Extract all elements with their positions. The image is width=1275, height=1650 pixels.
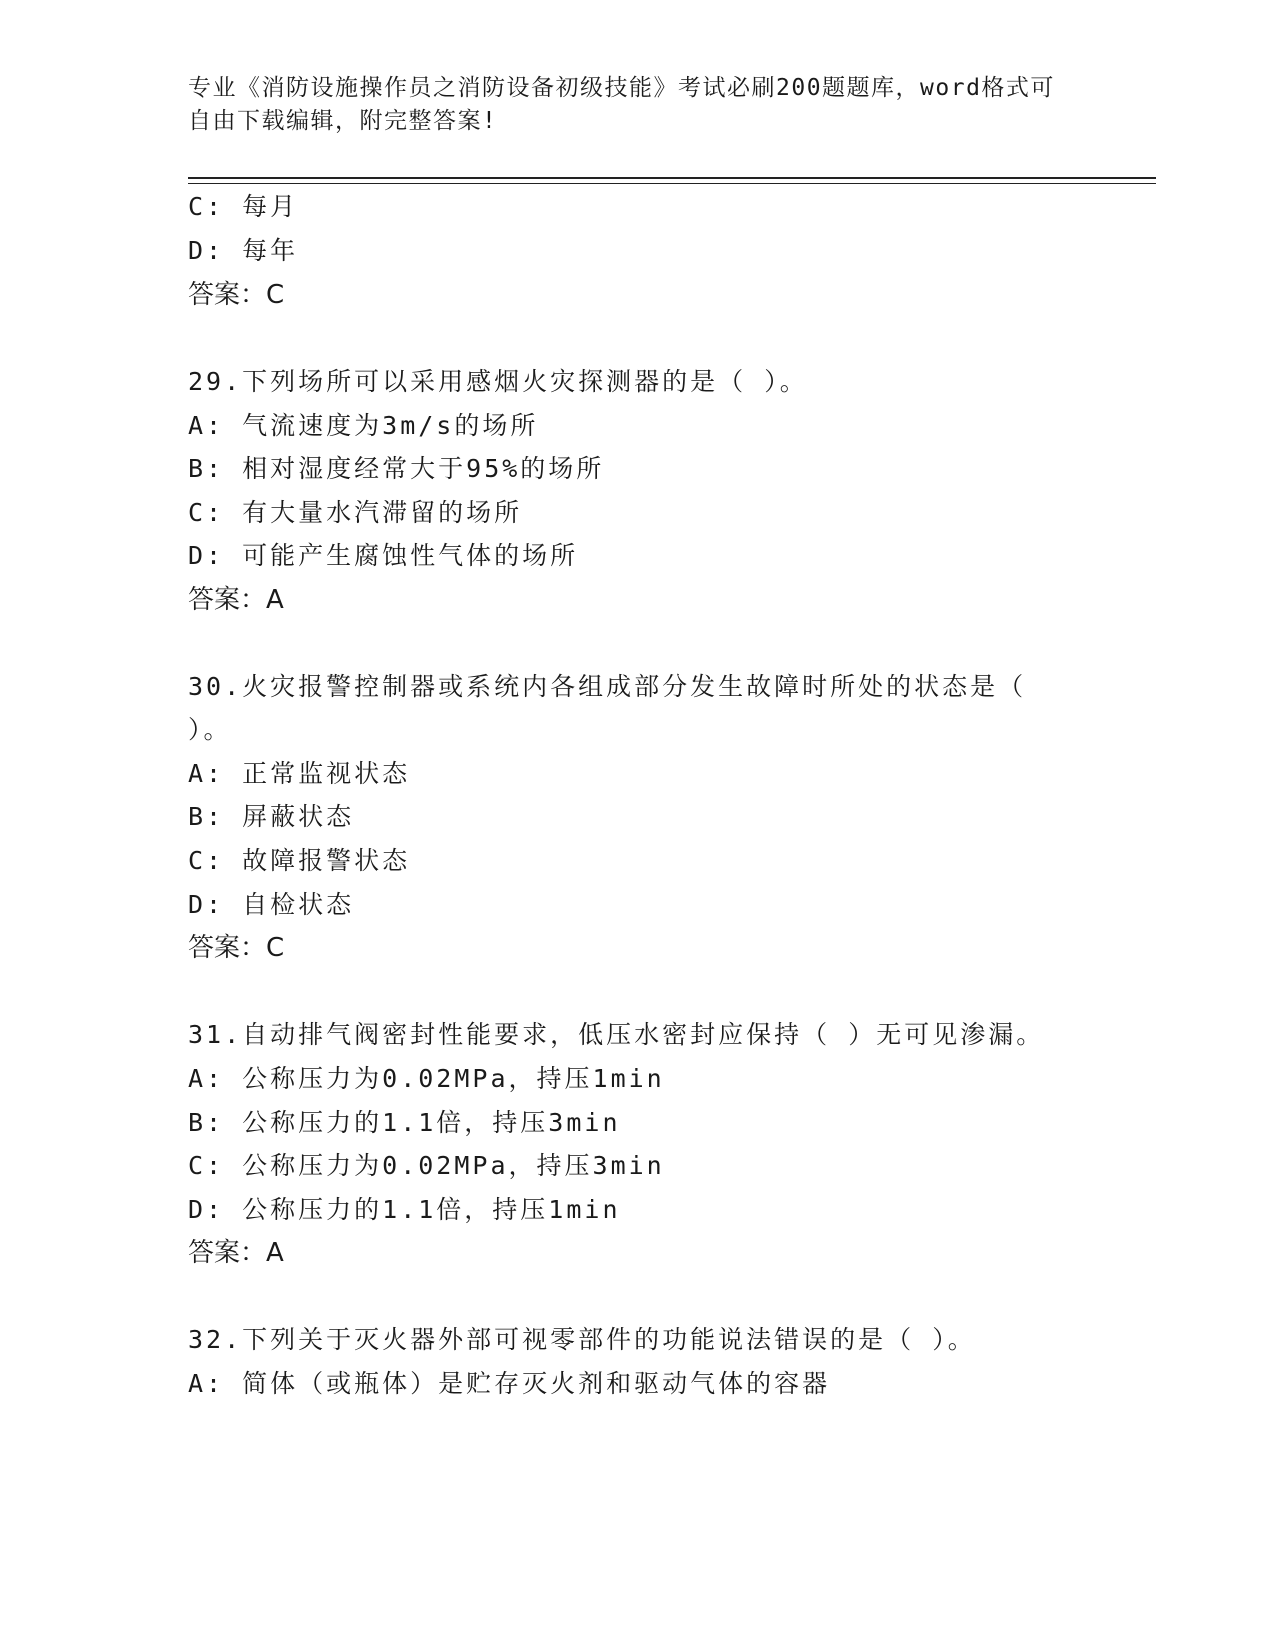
option-c: C: 每月 bbox=[188, 192, 299, 221]
answer-line: 答案：A bbox=[188, 585, 284, 615]
option-c: C: 有大量水汽滞留的场所 bbox=[188, 498, 523, 527]
header-divider-thin bbox=[188, 183, 1156, 184]
answer-line: 答案：A bbox=[188, 1238, 284, 1268]
option-a: A: 简体（或瓶体）是贮存灭火剂和驱动气体的容器 bbox=[188, 1369, 831, 1398]
answer-line: 答案：C bbox=[188, 933, 285, 963]
answer-line: 答案：C bbox=[188, 280, 285, 310]
document-header bbox=[188, 72, 1068, 138]
option-a: A: 气流速度为3m/s的场所 bbox=[188, 411, 539, 440]
option-a: A: 公称压力为0.02MPa，持压1min bbox=[188, 1064, 665, 1093]
option-b: B: 公称压力的1.1倍，持压3min bbox=[188, 1108, 621, 1137]
option-d: D: 可能产生腐蚀性气体的场所 bbox=[188, 541, 579, 570]
header-line-2: 自由下载编辑，附完整答案! bbox=[188, 108, 498, 134]
option-a: A: 正常监视状态 bbox=[188, 759, 411, 788]
option-c: C: 公称压力为0.02MPa，持压3min bbox=[188, 1151, 665, 1180]
option-d: D: 每年 bbox=[188, 236, 299, 265]
question-stem: 32.下列关于灭火器外部可视零部件的功能说法错误的是（ ）。 bbox=[188, 1325, 976, 1354]
question-stem-continuation: ）。 bbox=[188, 715, 232, 744]
question-stem: 31.自动排气阀密封性能要求，低压水密封应保持（ ）无可见渗漏。 bbox=[188, 1020, 1045, 1049]
option-d: D: 公称压力的1.1倍，持压1min bbox=[188, 1195, 621, 1224]
question-stem: 30.火灾报警控制器或系统内各组成部分发生故障时所处的状态是（ bbox=[188, 672, 1027, 701]
option-b: B: 相对湿度经常大于95%的场所 bbox=[188, 454, 605, 483]
option-c: C: 故障报警状态 bbox=[188, 846, 411, 875]
header-line-1: 专业《消防设施操作员之消防设备初级技能》考试必刷200题题库，word格式可 bbox=[188, 75, 1055, 101]
header-divider-thick bbox=[188, 177, 1156, 179]
question-stem: 29.下列场所可以采用感烟火灾探测器的是（ ）。 bbox=[188, 367, 808, 396]
option-d: D: 自检状态 bbox=[188, 890, 355, 919]
option-b: B: 屏蔽状态 bbox=[188, 802, 355, 831]
